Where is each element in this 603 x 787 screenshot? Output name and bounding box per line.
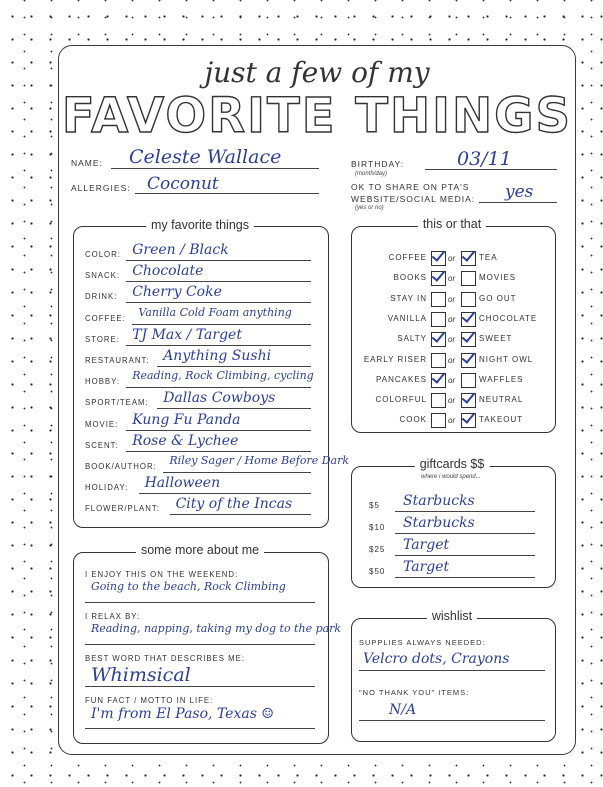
about-me-line — [85, 728, 315, 729]
about-me-label: BEST WORD THAT DESCRIBES ME: — [85, 654, 245, 663]
giftcard-amount: $25 — [369, 545, 386, 554]
giftcard-field[interactable]: Target — [403, 537, 450, 553]
favorite-field[interactable]: Vanilla Cold Foam anything — [138, 305, 292, 319]
or-label: or — [448, 254, 456, 263]
more-about-me-title: some more about me — [136, 543, 264, 557]
option-right-label: TEA — [479, 253, 498, 262]
name-label: NAME: — [71, 158, 103, 168]
favorite-field[interactable]: Reading, Rock Climbing, cycling — [132, 369, 314, 383]
favorite-line — [126, 281, 311, 282]
option-right-label: TAKEOUT — [479, 415, 524, 425]
favorite-line — [126, 451, 311, 452]
favorite-line — [126, 302, 311, 303]
option-left-label: EARLY RISER — [363, 354, 427, 364]
option-right-label: NEUTRAL — [479, 395, 524, 405]
giftcard-amount: $50 — [369, 567, 386, 576]
about-me-label: FUN FACT / MOTTO IN LIFE: — [85, 696, 214, 705]
script-title: just a few of my — [204, 56, 430, 89]
option-left-checkbox[interactable] — [431, 353, 446, 368]
option-left-checkbox[interactable] — [431, 312, 446, 327]
giftcard-field[interactable]: Starbucks — [403, 493, 475, 509]
favorite-field[interactable]: Cherry Coke — [132, 284, 222, 301]
about-me-label: I RELAX BY: — [85, 612, 141, 621]
or-label: or — [448, 335, 456, 345]
or-label: or — [448, 416, 456, 426]
about-me-field[interactable]: I'm from El Paso, Texas ☺ — [91, 706, 274, 722]
option-right-checkbox[interactable] — [461, 312, 476, 327]
option-left-checkbox[interactable] — [431, 413, 446, 428]
favorite-field[interactable]: City of the Incas — [175, 496, 293, 513]
favorite-label: BOOK/AUTHOR: — [85, 462, 157, 471]
option-left-checkbox[interactable] — [431, 292, 446, 307]
share-field[interactable]: yes — [505, 182, 534, 202]
favorite-label: SNACK: — [85, 271, 121, 281]
share-hint: (yes or no) — [355, 205, 384, 211]
about-me-line — [85, 686, 315, 687]
favorite-label: SCENT: — [85, 440, 119, 450]
option-left-checkbox[interactable] — [431, 251, 446, 266]
option-right-label: NIGHT OWL — [479, 354, 534, 364]
giftcards-subtitle: where i would spend... — [421, 474, 481, 480]
favorite-field[interactable]: TJ Max / Target — [132, 326, 242, 343]
favorite-line — [163, 472, 311, 473]
favorites-title: my favorite things — [146, 218, 254, 232]
option-right-checkbox[interactable] — [461, 332, 476, 347]
name-line — [111, 168, 319, 169]
share-line — [479, 202, 557, 203]
giftcard-line — [395, 533, 535, 534]
about-me-field[interactable]: Reading, napping, taking my dog to the park — [91, 622, 342, 635]
giftcard-field[interactable]: Starbucks — [403, 515, 475, 531]
supplies-field[interactable]: Velcro dots, Crayons — [363, 651, 510, 667]
option-right-checkbox[interactable] — [461, 393, 476, 408]
option-right-label: GO OUT — [479, 293, 517, 303]
favorite-field[interactable]: Riley Sager / Home Before Dark — [169, 454, 350, 467]
about-me-line — [85, 602, 315, 603]
option-left-label: STAY IN — [390, 293, 427, 303]
option-right-checkbox[interactable] — [461, 353, 476, 368]
option-left-label: COLORFUL — [375, 395, 427, 405]
favorite-label: MOVIE: — [85, 419, 119, 429]
favorite-field[interactable]: Kung Fu Panda — [132, 411, 241, 428]
about-me-line — [85, 644, 315, 645]
about-me-field[interactable]: Whimsical — [91, 664, 191, 686]
favorite-label: STORE: — [85, 334, 120, 344]
favorite-line — [126, 430, 311, 431]
giftcard-line — [395, 555, 535, 556]
option-left-label: COOK — [399, 415, 427, 425]
no-thank-you-field[interactable]: N/A — [389, 702, 417, 718]
option-right-label: MOVIES — [479, 273, 517, 283]
or-label: or — [448, 294, 456, 304]
favorite-label: COFFEE: — [85, 313, 126, 323]
page-title: FAVORITE THINGS — [61, 88, 573, 144]
no-thank-you-line — [359, 720, 545, 721]
this-or-that-title: this or that — [418, 217, 486, 231]
option-left-checkbox[interactable] — [431, 373, 446, 388]
favorite-field[interactable]: Dallas Cowboys — [163, 390, 276, 407]
option-right-label: WAFFLES — [479, 374, 524, 384]
option-left-label: COFFEE — [388, 253, 427, 262]
favorite-line — [170, 514, 311, 515]
birthday-hint: (month/day) — [355, 171, 388, 177]
birthday-label: BIRTHDAY: — [351, 159, 405, 169]
favorite-line — [139, 493, 311, 494]
no-thank-you-label: "NO THANK YOU" ITEMS: — [359, 688, 470, 697]
or-label: or — [448, 274, 456, 284]
favorite-line — [126, 345, 311, 346]
supplies-line — [359, 670, 545, 671]
option-right-label: SWEET — [479, 334, 513, 344]
option-right-checkbox[interactable] — [461, 373, 476, 388]
worksheet-page — [58, 45, 576, 755]
giftcard-amount: $5 — [369, 501, 380, 510]
name-field[interactable]: Celeste Wallace — [129, 146, 282, 168]
or-label: or — [448, 396, 456, 406]
favorite-label: HOLIDAY: — [85, 483, 129, 493]
share-label-2: WEBSITE/SOCIAL MEDIA: — [351, 194, 476, 204]
wishlist-title: wishlist — [427, 609, 477, 623]
giftcards-title: giftcards $$ — [415, 457, 490, 471]
about-me-label: I ENJOY THIS ON THE WEEKEND: — [85, 570, 239, 579]
favorite-field[interactable]: Green / Black — [132, 242, 229, 258]
option-left-checkbox[interactable] — [431, 332, 446, 347]
wishlist-box — [351, 618, 556, 742]
option-right-checkbox[interactable] — [461, 292, 476, 307]
favorite-label: DRINK: — [85, 292, 118, 302]
favorite-line — [126, 260, 311, 261]
favorite-line — [126, 387, 311, 388]
favorite-field[interactable]: Halloween — [144, 475, 221, 492]
favorite-line — [157, 366, 311, 367]
allergies-field[interactable]: Coconut — [147, 174, 219, 194]
favorite-field[interactable]: Chocolate — [132, 263, 204, 280]
favorite-label: HOBBY: — [85, 377, 121, 387]
allergies-label: ALLERGIES: — [71, 183, 131, 193]
option-left-label: SALTY — [397, 334, 427, 344]
favorite-label: FLOWER/PLANT: — [85, 504, 160, 514]
or-label: or — [448, 355, 456, 365]
favorite-line — [157, 408, 311, 409]
favorite-line — [132, 324, 311, 325]
option-right-checkbox[interactable] — [461, 413, 476, 428]
option-right-checkbox[interactable] — [461, 251, 476, 266]
favorite-label: SPORT/TEAM: — [85, 398, 149, 408]
giftcard-field[interactable]: Target — [403, 559, 450, 575]
favorite-label: RESTAURANT: — [85, 356, 150, 365]
option-left-checkbox[interactable] — [431, 271, 446, 286]
supplies-label: SUPPLIES ALWAYS NEEDED: — [359, 638, 486, 647]
favorite-field[interactable]: Anything Sushi — [163, 348, 272, 364]
birthday-field[interactable]: 03/11 — [457, 148, 512, 170]
option-left-checkbox[interactable] — [431, 393, 446, 408]
about-me-field[interactable]: Going to the beach, Rock Climbing — [91, 580, 286, 593]
giftcard-line — [395, 511, 535, 512]
giftcard-line — [395, 577, 535, 578]
or-label: or — [448, 314, 456, 324]
option-right-label: CHOCOLATE — [479, 313, 538, 323]
option-right-checkbox[interactable] — [461, 271, 476, 286]
or-label: or — [448, 375, 456, 385]
favorite-field[interactable]: Rose & Lychee — [132, 432, 239, 449]
option-left-label: VANILLA — [387, 313, 427, 323]
favorite-label: COLOR: — [85, 250, 121, 259]
option-left-label: BOOKS — [393, 273, 427, 283]
giftcard-amount: $10 — [369, 523, 386, 532]
share-label-1: OK TO SHARE ON PTA'S — [351, 182, 470, 192]
option-left-label: PANCAKES — [376, 374, 427, 384]
